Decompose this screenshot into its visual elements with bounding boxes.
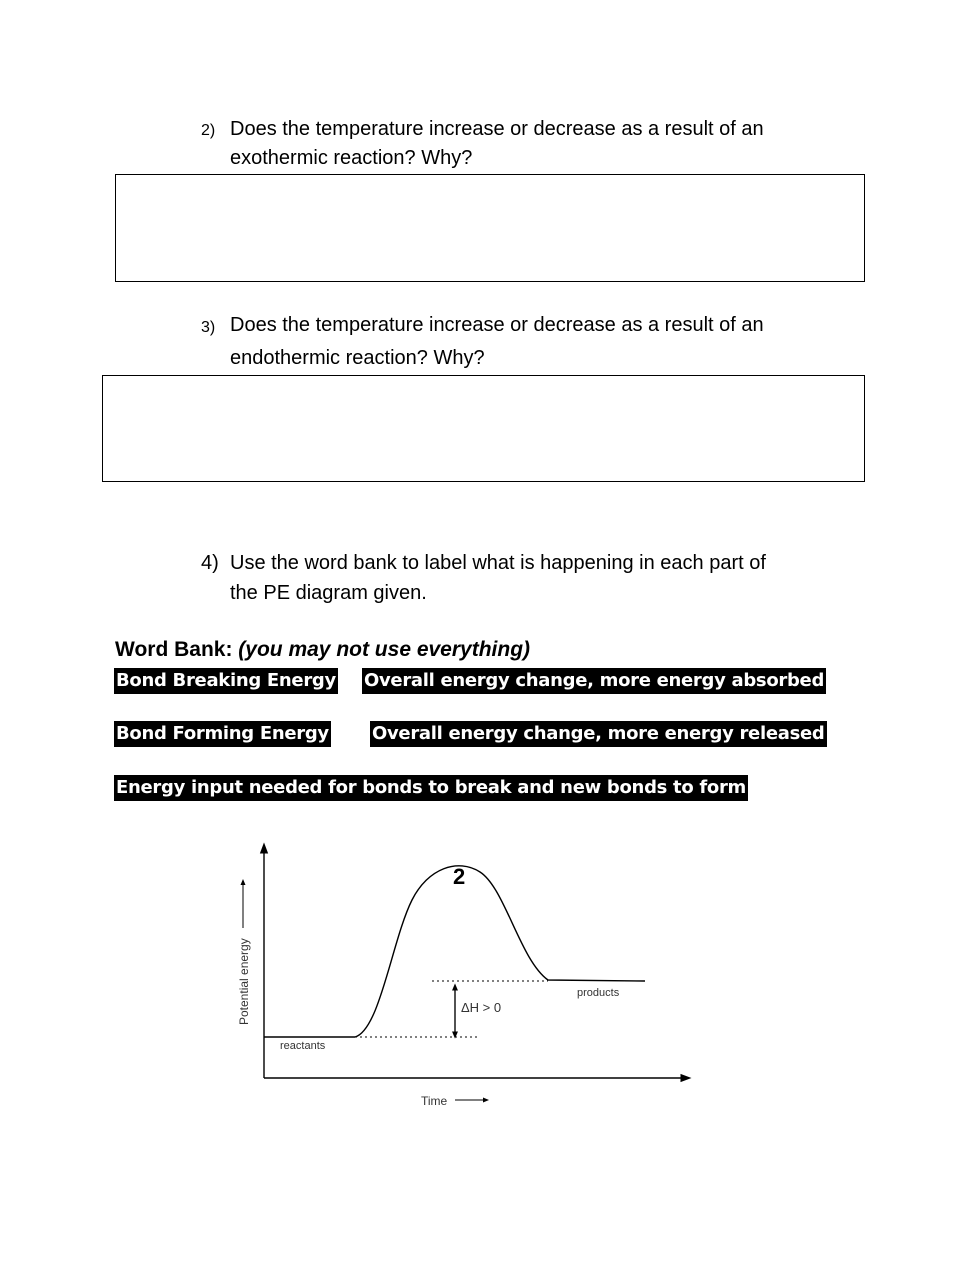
word-bank-note: (you may not use everything) xyxy=(238,638,531,661)
question-number: 4) xyxy=(201,552,219,574)
answer-box-question-3[interactable] xyxy=(102,375,865,482)
word-bank-item-energy-released: Overall energy change, more energy released xyxy=(370,721,827,747)
energy-curve xyxy=(264,866,645,1037)
x-axis-label: Time xyxy=(421,1094,448,1108)
question-text-line2: endothermic reaction? Why? xyxy=(230,347,485,369)
word-bank-item-activation-energy: Energy input needed for bonds to break and new bonds to form xyxy=(114,775,748,801)
word-bank-item-energy-absorbed: Overall energy change, more energy absorbed xyxy=(362,668,826,694)
question-number: 3) xyxy=(201,319,216,336)
question-text-line1: Use the word bank to label what is happening in each part of xyxy=(230,552,766,574)
y-axis-label: Potential energy xyxy=(237,938,251,1025)
reactants-label: reactants xyxy=(280,1040,326,1052)
word-bank-item-bond-breaking: Bond Breaking Energy xyxy=(114,668,338,694)
question-number: 2) xyxy=(201,122,216,139)
delta-h-label: ΔH > 0 xyxy=(461,1000,502,1015)
word-bank-item-bond-forming: Bond Forming Energy xyxy=(114,721,331,747)
question-text-line1: Does the temperature increase or decrease as a result of an xyxy=(230,118,764,140)
answer-box-question-2[interactable] xyxy=(115,174,865,282)
question-text-line2: exothermic reaction? Why? xyxy=(230,147,473,169)
word-bank-title xyxy=(115,638,530,662)
products-label: products xyxy=(577,987,620,999)
question-text-line1: Does the temperature increase or decrease as a result of an xyxy=(230,314,764,336)
peak-label: 2 xyxy=(453,864,466,889)
word-bank-heading: Word Bank: xyxy=(115,638,233,661)
question-text-line2: the PE diagram given. xyxy=(230,582,427,604)
